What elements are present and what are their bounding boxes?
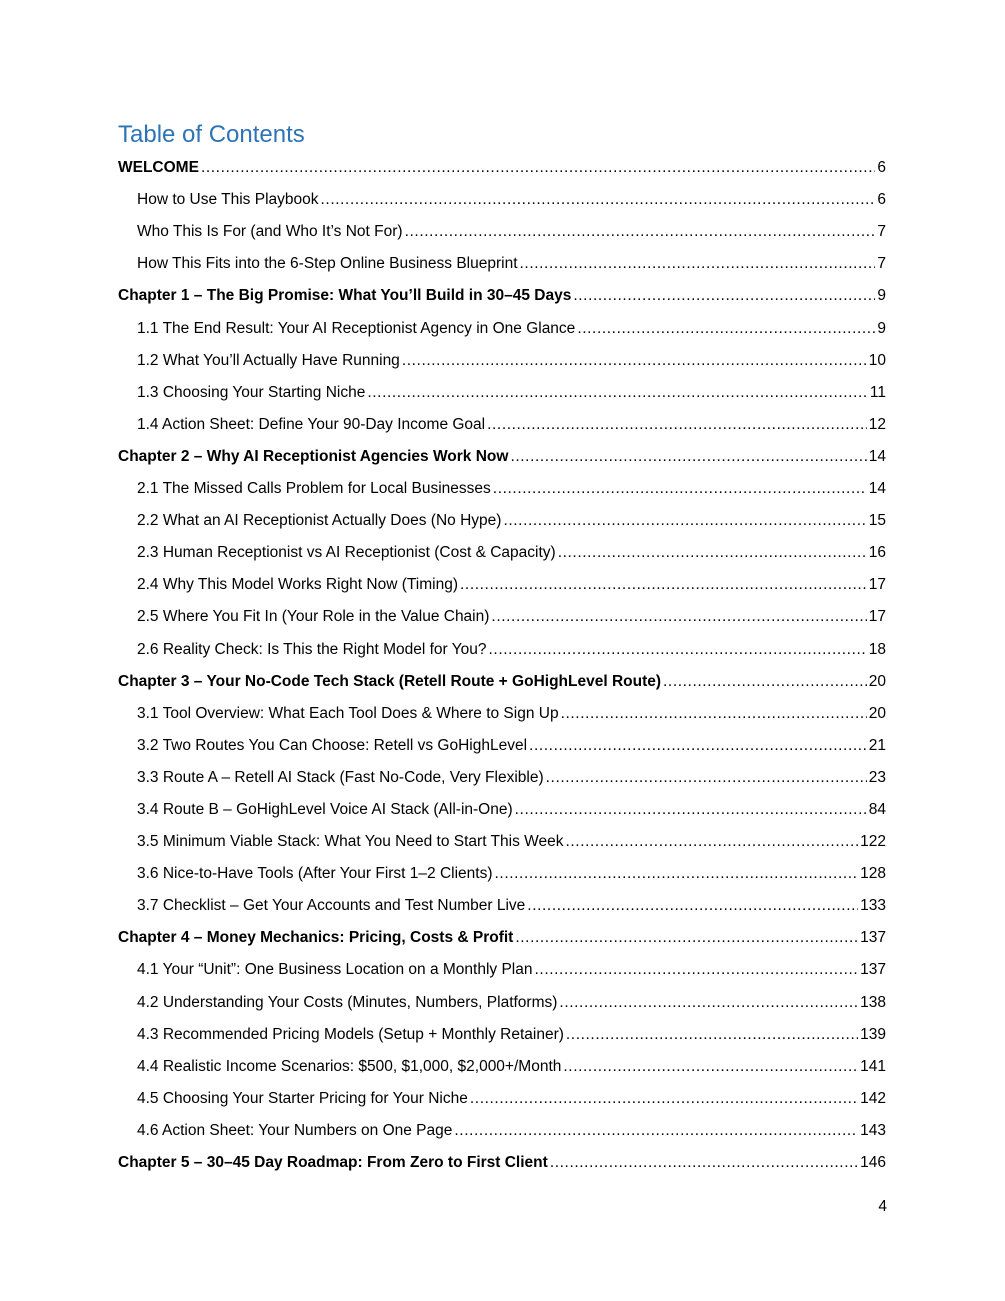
- toc-entry-label: 4.1 Your “Unit”: One Business Location on a Monthly Plan: [137, 961, 533, 979]
- toc-entry-page: 141: [860, 1057, 886, 1075]
- dot-leader: [573, 286, 875, 306]
- toc-entry-page: 139: [860, 1025, 886, 1043]
- toc-entry-page: 138: [860, 993, 886, 1011]
- toc-entry-page: 17: [868, 576, 886, 594]
- toc-entry[interactable]: [118, 471, 886, 503]
- dot-leader: [520, 254, 876, 274]
- toc-entry[interactable]: [118, 664, 886, 696]
- toc-entry-page: 17: [868, 608, 886, 626]
- dot-leader: [561, 704, 867, 724]
- toc-entry[interactable]: [118, 150, 886, 182]
- toc-entry-label: 3.6 Nice-to-Have Tools (After Your First 1–2 Clients): [137, 865, 493, 883]
- toc-entry-label: Chapter 3 – Your No-Code Tech Stack (Retell Route + GoHighLevel Route): [118, 672, 662, 690]
- toc-entry-page: 122: [860, 833, 886, 851]
- toc-entry[interactable]: [118, 567, 886, 599]
- toc-entry-label: 2.2 What an AI Receptionist Actually Does (No Hype): [137, 512, 502, 530]
- toc-entry-label: 2.1 The Missed Calls Problem for Local Businesses: [137, 480, 491, 498]
- toc-entry[interactable]: [118, 1113, 886, 1145]
- toc-entry[interactable]: [118, 535, 886, 567]
- toc-entry-page: 14: [868, 447, 886, 465]
- toc-entry-page: 137: [860, 929, 886, 947]
- dot-leader: [546, 768, 867, 788]
- toc-entry-label: WELCOME: [118, 159, 199, 177]
- toc-entry-page: 12: [868, 415, 886, 433]
- dot-leader: [503, 511, 866, 531]
- toc-entry-page: 21: [868, 736, 886, 754]
- dot-leader: [529, 736, 867, 756]
- toc-entry-page: 23: [868, 768, 886, 786]
- toc-entry[interactable]: [118, 343, 886, 375]
- toc-entry-page: 11: [869, 383, 886, 401]
- toc-entry-label: 1.3 Choosing Your Starting Niche: [137, 383, 366, 401]
- dot-leader: [460, 575, 867, 595]
- toc-entry-page: 143: [860, 1121, 886, 1139]
- dot-leader: [565, 832, 858, 852]
- dot-leader: [495, 864, 859, 884]
- toc-entry-label: 4.3 Recommended Pricing Models (Setup + Monthly Retainer): [137, 1025, 564, 1043]
- dot-leader: [402, 351, 867, 371]
- toc-entry-page: 142: [860, 1089, 886, 1107]
- page-number: 4: [878, 1198, 887, 1215]
- toc-entry-label: How to Use This Playbook: [137, 191, 319, 209]
- toc-entry-page: 10: [868, 351, 886, 369]
- toc-entry[interactable]: [118, 503, 886, 535]
- toc-entry[interactable]: [118, 920, 886, 952]
- toc-entry[interactable]: [118, 439, 886, 471]
- dot-leader: [201, 158, 875, 178]
- dot-leader: [559, 993, 858, 1013]
- toc-entry[interactable]: [118, 182, 886, 214]
- toc-entry-label: 1.4 Action Sheet: Define Your 90-Day Income Goal: [137, 415, 486, 433]
- toc-entry[interactable]: [118, 375, 886, 407]
- dot-leader: [577, 319, 875, 339]
- dot-leader: [470, 1089, 858, 1109]
- toc-entry[interactable]: [118, 856, 886, 888]
- toc-entry-page: 6: [877, 159, 886, 177]
- dot-leader: [663, 672, 867, 692]
- dot-leader: [515, 928, 858, 948]
- toc-entry-page: 7: [877, 223, 886, 241]
- toc-entry-page: 146: [860, 1154, 886, 1171]
- toc-entry-page: 9: [877, 319, 886, 337]
- toc-entry-label: 3.5 Minimum Viable Stack: What You Need to Start This Week: [137, 833, 564, 851]
- toc-entry-label: 1.1 The End Result: Your AI Receptionist Agency in One Glance: [137, 319, 576, 337]
- toc-entry-page: 9: [877, 287, 886, 305]
- toc-entry-page: 6: [877, 191, 886, 209]
- toc-entry-label: 3.2 Two Routes You Can Choose: Retell vs GoHighLevel: [137, 736, 528, 754]
- toc-entry[interactable]: [118, 1049, 886, 1081]
- toc-entry-label: 3.1 Tool Overview: What Each Tool Does & Where to Sign Up: [137, 704, 559, 722]
- toc-entry[interactable]: [118, 407, 886, 439]
- toc-entry-page: 133: [860, 897, 886, 915]
- toc-entry[interactable]: [118, 214, 886, 246]
- toc-entry[interactable]: [118, 1081, 886, 1113]
- toc-entry[interactable]: [118, 278, 886, 310]
- dot-leader: [510, 447, 866, 467]
- dot-leader: [454, 1121, 858, 1141]
- toc-entry-label: 3.4 Route B – GoHighLevel Voice AI Stack (All-in-One): [137, 800, 513, 818]
- toc-entry-label: 2.5 Where You Fit In (Your Role in the Value Chain): [137, 608, 490, 626]
- toc-entry-label: 1.2 What You’ll Actually Have Running: [137, 351, 400, 369]
- toc-entry-page: 16: [868, 544, 886, 562]
- dot-leader: [321, 190, 876, 210]
- toc-entry-label: 3.3 Route A – Retell AI Stack (Fast No-Code, Very Flexible): [137, 768, 544, 786]
- toc-entry[interactable]: [118, 310, 886, 342]
- dot-leader: [535, 960, 859, 980]
- toc-entry-label: 4.4 Realistic Income Scenarios: $500, $1,000, $2,000+/Month: [137, 1057, 562, 1075]
- toc-entry-label: 2.3 Human Receptionist vs AI Receptionist (Cost & Capacity): [137, 544, 556, 562]
- dot-leader: [487, 415, 867, 435]
- toc-entry[interactable]: [118, 631, 886, 663]
- toc-entry-label: 4.5 Choosing Your Starter Pricing for Your Niche: [137, 1089, 468, 1107]
- dot-leader: [527, 896, 858, 916]
- toc-entry[interactable]: [118, 792, 886, 824]
- toc-entry-page: 7: [877, 255, 886, 273]
- toc-entry-label: Chapter 1 – The Big Promise: What You’ll Build in 30–45 Days: [118, 287, 572, 305]
- dot-leader: [563, 1057, 858, 1077]
- dot-leader: [558, 543, 867, 563]
- toc-entry-page: 137: [860, 961, 886, 979]
- toc-list: [118, 150, 886, 1177]
- toc-entry-page: 20: [868, 704, 886, 722]
- toc-entry[interactable]: [118, 760, 886, 792]
- toc-entry[interactable]: [118, 824, 886, 856]
- toc-entry-label: Chapter 2 – Why AI Receptionist Agencies Work Now: [118, 447, 509, 465]
- toc-entry-page: 84: [868, 800, 886, 818]
- toc-entry-label: Chapter 4 – Money Mechanics: Pricing, Costs & Profit: [118, 929, 514, 947]
- dot-leader: [493, 479, 867, 499]
- toc-entry[interactable]: [118, 984, 886, 1016]
- dot-leader: [566, 1025, 858, 1045]
- toc-entry[interactable]: [118, 1145, 886, 1177]
- dot-leader: [367, 383, 868, 403]
- dot-leader: [491, 607, 866, 627]
- toc-entry[interactable]: [118, 1017, 886, 1049]
- toc-entry-page: 18: [868, 640, 886, 658]
- dot-leader: [489, 640, 867, 660]
- toc-entry-label: 4.6 Action Sheet: Your Numbers on One Page: [137, 1121, 453, 1139]
- toc-entry[interactable]: [118, 888, 886, 920]
- dot-leader: [405, 222, 876, 242]
- toc-entry-page: 15: [868, 512, 886, 530]
- toc-entry-page: 20: [868, 672, 886, 690]
- toc-entry-label: 2.4 Why This Model Works Right Now (Timing): [137, 576, 458, 594]
- toc-entry-page: 14: [868, 480, 886, 498]
- toc-entry[interactable]: [118, 728, 886, 760]
- toc-entry-page: 128: [860, 865, 886, 883]
- toc-entry-label: Chapter 5 – 30–45 Day Roadmap: From Zero to First Client: [118, 1154, 548, 1171]
- toc-entry[interactable]: [118, 246, 886, 278]
- toc-entry[interactable]: [118, 696, 886, 728]
- toc-entry-label: 3.7 Checklist – Get Your Accounts and Test Number Live: [137, 897, 526, 915]
- toc-entry[interactable]: [118, 952, 886, 984]
- toc-entry[interactable]: [118, 599, 886, 631]
- toc-entry-label: How This Fits into the 6-Step Online Business Blueprint: [137, 255, 518, 273]
- dot-leader: [550, 1153, 858, 1173]
- toc-entry-label: 4.2 Understanding Your Costs (Minutes, Numbers, Platforms): [137, 993, 558, 1011]
- dot-leader: [515, 800, 867, 820]
- toc-entry-label: 2.6 Reality Check: Is This the Right Model for You?: [137, 640, 487, 658]
- toc-title: Table of Contents: [118, 121, 305, 148]
- toc-entry-label: Who This Is For (and Who It’s Not For): [137, 223, 403, 241]
